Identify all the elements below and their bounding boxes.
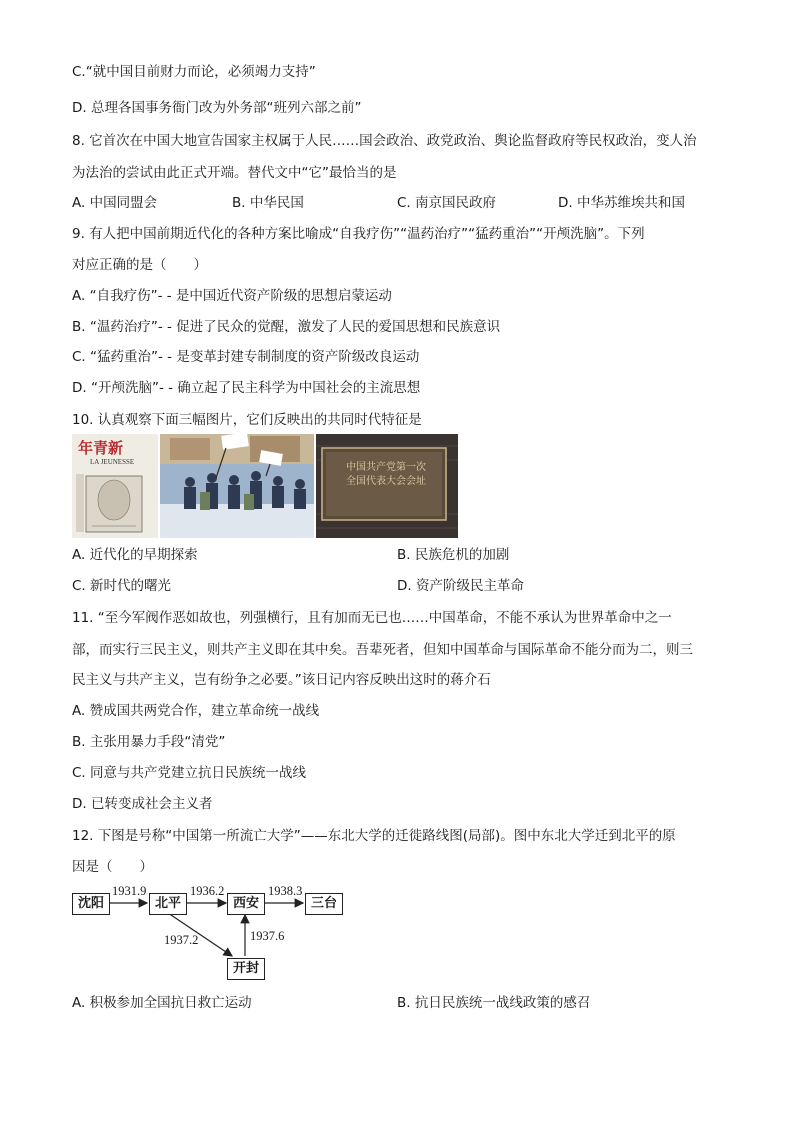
magazine-title: 年青新: [78, 439, 124, 457]
label-1936-2: 1936.2: [190, 884, 225, 898]
q7-option-c: C.“就中国目前财力而论，必须竭力支持”: [72, 64, 316, 80]
magazine-cover-image: [72, 434, 158, 538]
q12-option-b: B. 抗日民族统一战线政策的感召: [397, 995, 591, 1011]
label-1937-6: 1937.6: [250, 929, 285, 943]
q8-option-d: D. 中华苏维埃共和国: [558, 195, 685, 211]
q12-option-a: A. 积极参加全国抗日救亡运动: [72, 995, 252, 1011]
protest-painting-image: [160, 434, 314, 538]
q10-stem: 10. 认真观察下面三幅图片，它们反映出的共同时代特征是: [72, 412, 422, 428]
q9-option-b: B. “温药治疗”- - 促进了民众的觉醒，激发了人民的爱国思想和民族意识: [72, 319, 501, 335]
q10-option-d: D. 资产阶级民主革命: [397, 578, 524, 594]
q9-stem-line1: 9. 有人把中国前期近代化的各种方案比喻成“自我疗伤”“温药治疗”“猛药重治”“开颅洗脑”。下列: [72, 226, 645, 242]
label-1931-9: 1931.9: [112, 884, 147, 898]
q12-stem-line2: 因是（ ）: [72, 859, 153, 875]
node-beiping: 北平: [149, 893, 187, 915]
q8-option-a: A. 中国同盟会: [72, 195, 158, 211]
route-diagram: [72, 882, 372, 982]
q9-option-a: A. “自我疗伤”- - 是中国近代资产阶级的思想启蒙运动: [72, 288, 392, 304]
q7-option-d: D. 总理各国事务衙门改为外务部“班列六部之前”: [72, 100, 362, 116]
q9-option-d: D. “开颅洗脑”- - 确立起了民主科学为中国社会的主流思想: [72, 380, 421, 396]
q8-stem-line1: 8. 它首次在中国大地宣告国家主权属于人民……国会政治、政党政治、舆论监督政府等民权政治，变人治: [72, 133, 697, 149]
label-1938-3: 1938.3: [268, 884, 303, 898]
plaque-line1: 中国共产党第一次: [346, 462, 426, 473]
q11-stem-line3: 民主义与共产主义，岂有纷争之必要。”该日记内容反映出这时的蒋介石: [72, 672, 491, 688]
q11-option-b: B. 主张用暴力手段“清党”: [72, 734, 226, 750]
q10-option-b: B. 民族危机的加剧: [397, 547, 510, 563]
q11-stem-line1: 11. “至今军阀作恶如故也，列强横行，且有加而无已也……中国革命，不能不承认为世界革命中之一: [72, 610, 672, 626]
node-kaifeng: 开封: [227, 958, 265, 980]
q11-option-c: C. 同意与共产党建立抗日民族统一战线: [72, 765, 307, 781]
q10-option-c: C. 新时代的曙光: [72, 578, 172, 594]
node-xian: 西安: [227, 893, 265, 915]
q9-stem-line2: 对应正确的是（ ）: [72, 257, 207, 273]
plaque-image: [316, 434, 458, 538]
q12-stem-line1: 12. 下图是号称“中国第一所流亡大学”——东北大学的迁徙路线图(局部)。图中东北大学迁到北平的原: [72, 828, 676, 844]
plaque-line2: 全国代表大会会址: [346, 476, 426, 487]
q8-option-c: C. 南京国民政府: [397, 195, 497, 211]
q10-option-a: A. 近代化的早期探索: [72, 547, 198, 563]
q11-stem-line2: 部，而实行三民主义，则共产主义即在其中矣。吾辈死者，但知中国革命与国际革命不能分而为二，则三: [72, 642, 693, 658]
node-santai: 三台: [305, 893, 343, 915]
q11-option-d: D. 已转变成社会主义者: [72, 796, 213, 812]
magazine-subtitle: LA JEUNESSE: [90, 458, 135, 466]
q10-images: [72, 434, 458, 538]
node-shenyang: 沈阳: [72, 893, 110, 915]
q8-stem-line2: 为法治的尝试由此正式开端。替代文中“它”最恰当的是: [72, 165, 397, 181]
label-1937-2: 1937.2: [164, 933, 199, 947]
q8-option-b: B. 中华民国: [232, 195, 304, 211]
q11-option-a: A. 赞成国共两党合作，建立革命统一战线: [72, 703, 320, 719]
q9-option-c: C. “猛药重治”- - 是变革封建专制制度的资产阶级改良运动: [72, 349, 420, 365]
